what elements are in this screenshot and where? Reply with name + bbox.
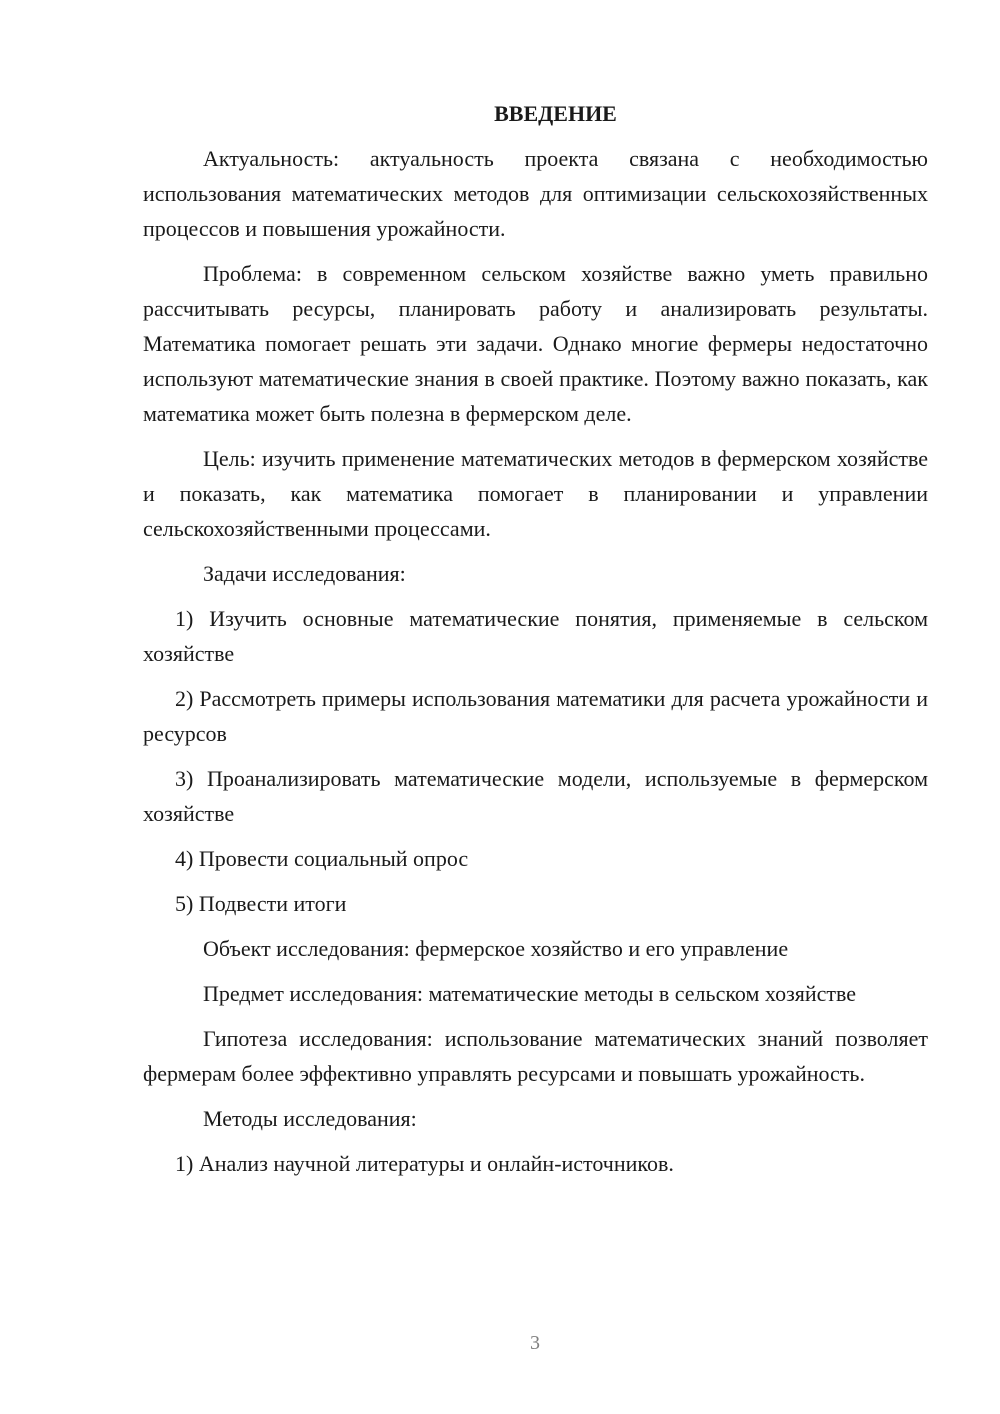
hypothesis-paragraph: Гипотеза исследования: использование математических знаний позволяет фермерам более эффективно управлять ресурсами и повышать урожайность. [143, 1026, 928, 1086]
subject-paragraph: Предмет исследования: математические методы в сельском хозяйстве [203, 981, 857, 1006]
object-paragraph: Объект исследования: фермерское хозяйство и его управление [203, 936, 789, 961]
method-item-1: 1) Анализ научной литературы и онлайн-источников. [175, 1151, 674, 1176]
goal-paragraph: Цель: изучить применение математических методов в фермерском хозяйстве и показать, как математика помогает в планировании и управлении сельскохозяйственными процессами. [143, 446, 928, 541]
page-number: 3 [530, 1332, 540, 1354]
problem-paragraph: Проблема: в современном сельском хозяйстве важно уметь правильно рассчитывать ресурсы, планировать работу и анализировать результаты. Математика помогает решать эти задачи. Однако многие фермеры недостаточно используют математические знания в своей практике. Поэтому важно показать, как математика может быть полезна в фермерском деле. [143, 261, 928, 426]
methods-heading: Методы исследования: [203, 1106, 417, 1131]
relevance-paragraph: Актуальность: актуальность проекта связана с необходимостью использования математических методов для оптимизации сельскохозяйственных процессов и повышения урожайности. [143, 146, 928, 241]
task-item-5: 5) Подвести итоги [175, 891, 347, 916]
tasks-heading: Задачи исследования: [203, 561, 406, 586]
task-item-2: 2) Рассмотреть примеры использования математики для расчета урожайности и ресурсов [143, 686, 928, 746]
page-title: ВВЕДЕНИЕ [494, 101, 617, 126]
page-content [143, 96, 928, 1191]
task-item-3: 3) Проанализировать математические модели, используемые в фермерском хозяйстве [143, 766, 928, 826]
task-item-4: 4) Провести социальный опрос [175, 846, 469, 871]
task-item-1: 1) Изучить основные математические понятия, применяемые в сельском хозяйстве [143, 606, 928, 666]
